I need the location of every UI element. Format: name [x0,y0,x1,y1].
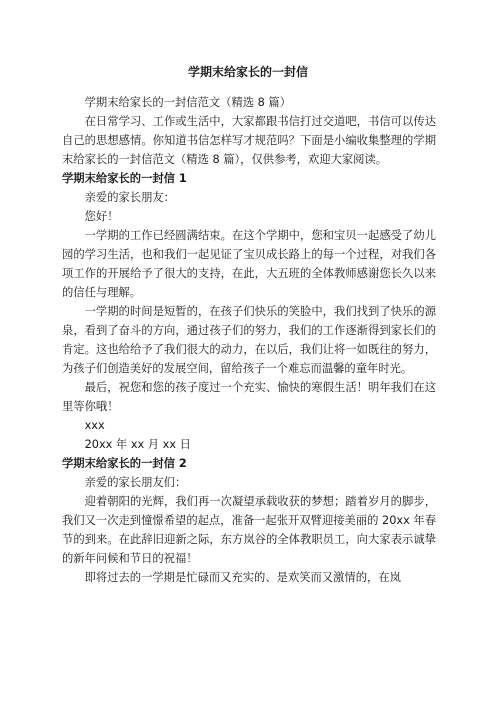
letter-2-paragraph: 迎着朝阳的光辉，我们再一次凝望承载收获的梦想；踏着岁月的脚步，我们又一次走到憧憬希望的起点，准备一起张开双臂迎接美丽的 20xx 年春节的到来。在此辞旧迎新之际，东方岚谷的全体教职员工，向大家表示诚挚的新年问候和节日的祝福！ [62,495,436,565]
letter-2-heading: 学期末给家长的一封信 2 [62,457,187,470]
letter-1-signature: xxx [84,419,105,432]
letter-2-paragraph: 即将过去的一学期是忙碌而又充实的、是欢笑而又激情的，在岚 [84,571,401,584]
letter-1-salutation: 亲爱的家长朋友： [84,191,175,204]
letter-1-date: 20xx 年 xx 月 xx 日 [84,438,191,451]
letter-1-heading: 学期末给家长的一封信 1 [62,172,187,185]
document-body [62,93,436,587]
letter-1-paragraph: 一学期的时间是短暂的，在孩子们快乐的笑脸中，我们找到了快乐的源泉，看到了奋斗的方向，通过孩子们的努力，我们的工作逐渐得到家长们的肯定。这也给给予了我们很大的动力，在以后，我们让将一如既往的努力，为孩子们创造美好的发展空间，留给孩子一个难忘而温馨的童年时光。 [62,305,436,375]
intro-paragraph: 在日常学习、工作或生活中，大家都跟书信打过交道吧，书信可以传达自己的思想感情。你知道书信怎样写才规范吗？下面是小编收集整理的学期末给家长的一封信范文（精选 8 篇），仅供参考，欢迎大家阅读。 [62,115,436,166]
letter-1-paragraph: 一学期的工作已经圆满结束。在这个学期中，您和宝贝一起感受了幼儿园的学习生活，也和我们一起见证了宝贝成长路上的每一个过程，对我们各项工作的开展给予了很大的支持，在此，大五班的全体教师感谢您长久以来的信任与理解。 [62,229,436,299]
page-title: 学期末给家长的一封信 [187,65,308,79]
intro-subtitle: 学期末给家长的一封信范文（精选 8 篇） [84,96,292,109]
letter-2-salutation: 亲爱的家长朋友们： [84,476,187,489]
letter-1-greeting: 您好！ [84,210,119,223]
letter-1-paragraph: 最后，祝您和您的孩子度过一个充实、愉快的寒假生活！明年我们在这里等你哦！ [62,381,436,413]
